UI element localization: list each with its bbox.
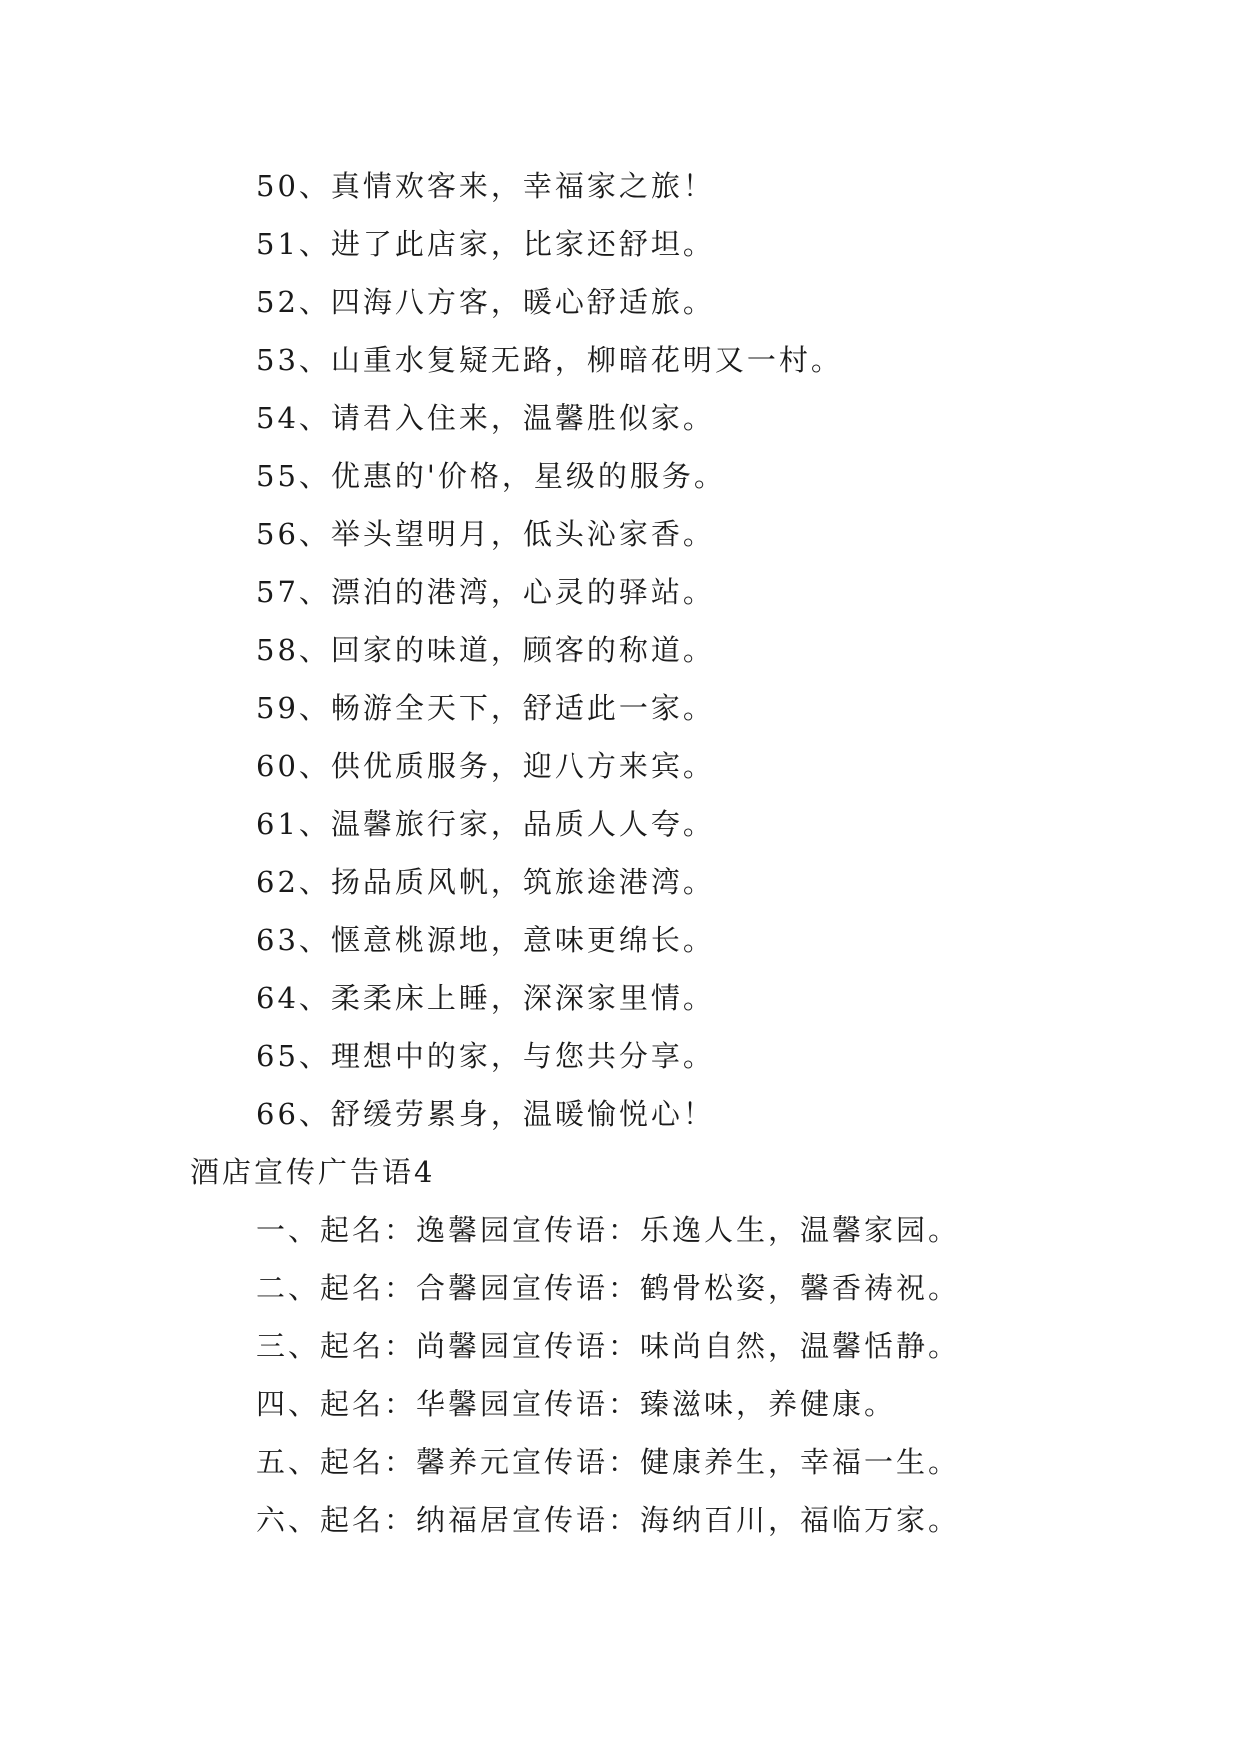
section-heading: 酒店宣传广告语4 bbox=[190, 1155, 436, 1189]
list-item: 62、扬品质风帆，筑旅途港湾。 bbox=[256, 865, 715, 899]
list-item: 53、山重水复疑无路，柳暗花明又一村。 bbox=[256, 343, 843, 377]
section-item: 二、起名：合馨园宣传语：鹤骨松姿，馨香祷祝。 bbox=[256, 1271, 961, 1305]
section-item: 三、起名：尚馨园宣传语：味尚自然，温馨恬静。 bbox=[256, 1329, 961, 1363]
list-item: 50、真情欢客来，幸福家之旅！ bbox=[256, 169, 715, 203]
list-item: 66、舒缓劳累身，温暖愉悦心！ bbox=[256, 1097, 715, 1131]
list-item: 52、四海八方客，暖心舒适旅。 bbox=[256, 285, 715, 319]
list-item: 63、惬意桃源地，意味更绵长。 bbox=[256, 923, 715, 957]
list-item: 58、回家的味道，顾客的称道。 bbox=[256, 633, 715, 667]
list-item: 57、漂泊的港湾，心灵的驿站。 bbox=[256, 575, 715, 609]
list-item: 55、优惠的'价格，星级的服务。 bbox=[256, 459, 726, 493]
list-item: 54、请君入住来，温馨胜似家。 bbox=[256, 401, 715, 435]
section-item: 五、起名：馨养元宣传语：健康养生，幸福一生。 bbox=[256, 1445, 961, 1479]
list-item: 65、理想中的家，与您共分享。 bbox=[256, 1039, 715, 1073]
list-item: 51、进了此店家，比家还舒坦。 bbox=[256, 227, 715, 261]
list-item: 59、畅游全天下，舒适此一家。 bbox=[256, 691, 715, 725]
list-item: 60、供优质服务，迎八方来宾。 bbox=[256, 749, 715, 783]
list-item: 61、温馨旅行家，品质人人夸。 bbox=[256, 807, 715, 841]
list-item: 64、柔柔床上睡，深深家里情。 bbox=[256, 981, 715, 1015]
section-item: 四、起名：华馨园宣传语：臻滋味，养健康。 bbox=[256, 1387, 897, 1421]
list-item: 56、举头望明月，低头沁家香。 bbox=[256, 517, 715, 551]
section-item: 一、起名：逸馨园宣传语：乐逸人生，温馨家园。 bbox=[256, 1213, 961, 1247]
section-item: 六、起名：纳福居宣传语：海纳百川，福临万家。 bbox=[256, 1503, 961, 1537]
